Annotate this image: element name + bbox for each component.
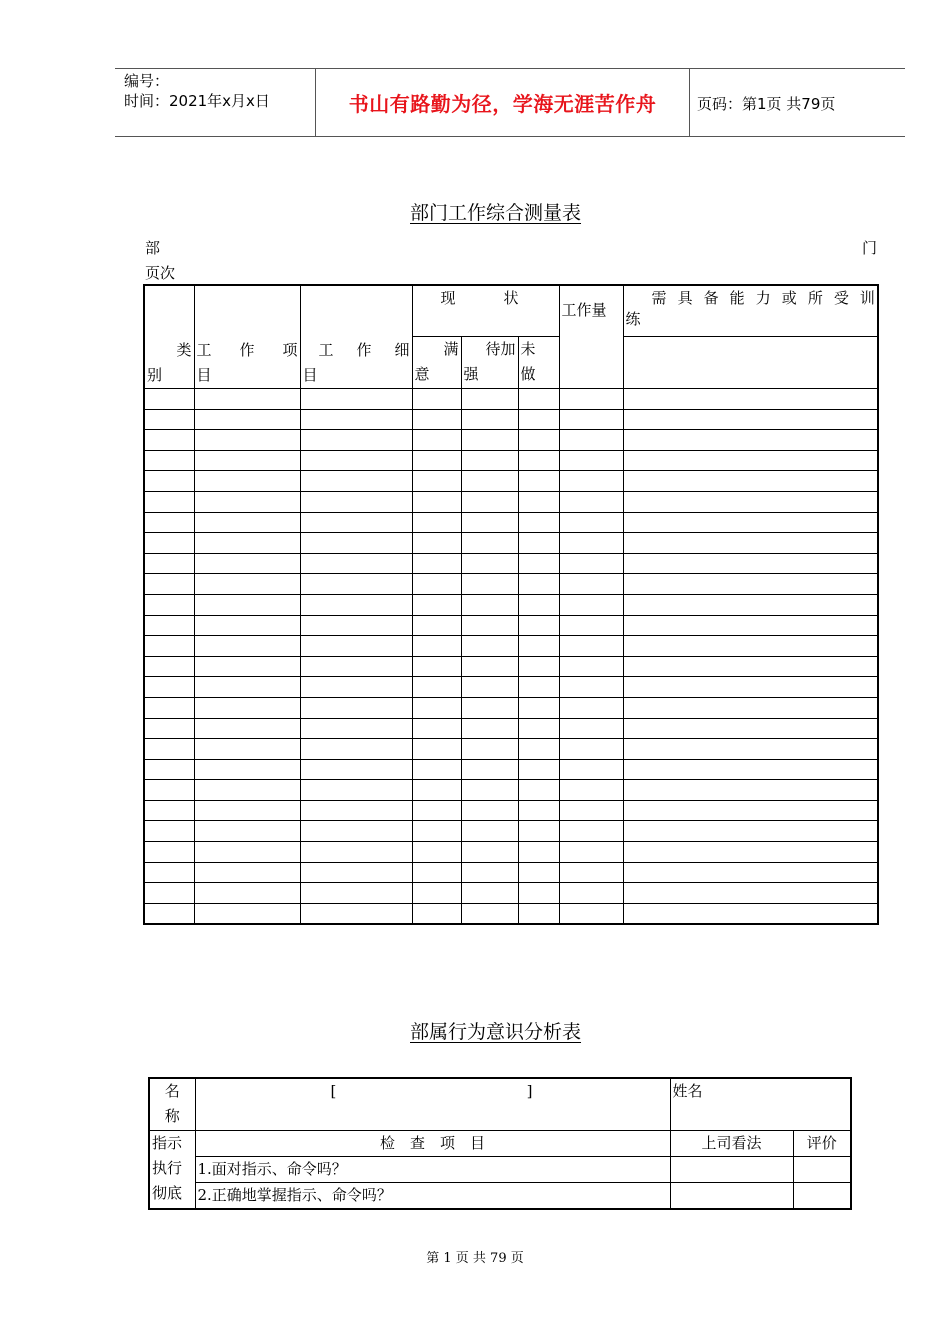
table-cell[interactable] — [461, 512, 518, 533]
table-cell[interactable] — [412, 533, 461, 554]
table-cell[interactable] — [194, 594, 300, 615]
table-cell[interactable] — [194, 512, 300, 533]
table-cell[interactable] — [412, 471, 461, 492]
page-label: 页码：第1页 共79页 — [697, 95, 836, 113]
table-cell[interactable] — [559, 842, 623, 863]
table-cell[interactable] — [461, 533, 518, 554]
table-cell[interactable] — [144, 389, 194, 410]
table-cell[interactable] — [194, 533, 300, 554]
table-cell[interactable] — [559, 697, 623, 718]
header-top-rule — [115, 68, 905, 69]
table-cell[interactable] — [518, 903, 559, 924]
needs-header-text: 需 具 备 能 力 或 所 受 训 练 — [625, 289, 875, 328]
table-row — [144, 862, 878, 883]
table-cell[interactable] — [144, 883, 194, 904]
table-row — [144, 409, 878, 430]
table-cell[interactable] — [518, 677, 559, 698]
work-detail-header-line1: 工 作 细 — [318, 341, 410, 359]
table-cell[interactable] — [559, 821, 623, 842]
table-cell[interactable] — [412, 615, 461, 636]
table-cell[interactable] — [623, 656, 878, 677]
check-header: 检 查 项 目 — [195, 1130, 670, 1156]
table-cell[interactable] — [559, 389, 623, 410]
bracket-close: ] — [526, 1082, 533, 1100]
table-cell[interactable] — [194, 430, 300, 451]
category-header — [144, 285, 194, 389]
rating-header: 评价 — [793, 1130, 851, 1156]
table-cell[interactable] — [559, 780, 623, 801]
table-cell[interactable] — [194, 471, 300, 492]
table-cell[interactable] — [194, 903, 300, 924]
table-cell[interactable] — [144, 821, 194, 842]
table-cell[interactable] — [461, 903, 518, 924]
table-cell[interactable] — [144, 800, 194, 821]
work-item-header-line1: 工 作 项 — [196, 341, 298, 359]
dept-label-right: 门 — [862, 239, 878, 257]
table-cell[interactable] — [144, 430, 194, 451]
boss-opinion-1[interactable] — [670, 1156, 793, 1182]
table-cell[interactable] — [194, 553, 300, 574]
table-cell[interactable] — [461, 677, 518, 698]
table-cell[interactable] — [300, 389, 412, 410]
motto: 书山有路勤为径，学海无涯苦作舟 — [348, 92, 657, 116]
rating-2[interactable] — [793, 1182, 851, 1209]
table-cell[interactable] — [300, 409, 412, 430]
check-item-2: 2.正确地掌握指示、命令吗？ — [195, 1182, 670, 1209]
table-cell[interactable] — [144, 594, 194, 615]
table-row — [144, 718, 878, 739]
table-cell[interactable] — [412, 409, 461, 430]
table-cell[interactable] — [194, 656, 300, 677]
table-cell[interactable] — [461, 553, 518, 574]
table-row — [144, 739, 878, 760]
table-cell[interactable] — [194, 883, 300, 904]
table-cell[interactable] — [300, 759, 412, 780]
table-cell[interactable] — [623, 389, 878, 410]
table-cell[interactable] — [461, 615, 518, 636]
table-cell[interactable] — [461, 656, 518, 677]
person-name-label: 姓名 — [672, 1082, 703, 1100]
table-cell[interactable] — [412, 903, 461, 924]
table-cell[interactable] — [300, 615, 412, 636]
table-cell[interactable] — [559, 800, 623, 821]
not-done-header: 未 做 — [518, 336, 559, 388]
table-row — [144, 471, 878, 492]
table-cell[interactable] — [518, 656, 559, 677]
table-cell[interactable] — [518, 883, 559, 904]
table-cell[interactable] — [194, 718, 300, 739]
table-cell[interactable] — [194, 697, 300, 718]
table-cell[interactable] — [412, 491, 461, 512]
table-cell[interactable] — [518, 842, 559, 863]
table-cell[interactable] — [623, 409, 878, 430]
table-cell[interactable] — [559, 739, 623, 760]
table-cell[interactable] — [559, 656, 623, 677]
table-cell[interactable] — [623, 533, 878, 554]
table-cell[interactable] — [623, 471, 878, 492]
table-cell[interactable] — [194, 491, 300, 512]
table-cell[interactable] — [518, 533, 559, 554]
table-cell[interactable] — [461, 389, 518, 410]
status-header-char2: 状 — [503, 289, 519, 307]
workload-header — [559, 285, 623, 389]
table-cell[interactable] — [300, 533, 412, 554]
table-cell[interactable] — [461, 471, 518, 492]
table-cell[interactable] — [518, 636, 559, 657]
table-row — [144, 821, 878, 842]
name-value-cell[interactable] — [195, 1078, 670, 1130]
table-cell[interactable] — [144, 636, 194, 657]
name-label-char1: 名 — [164, 1082, 180, 1100]
table-cell[interactable] — [623, 491, 878, 512]
table-cell[interactable] — [623, 883, 878, 904]
behavior-analysis-table — [148, 1077, 852, 1210]
table-cell[interactable] — [623, 594, 878, 615]
table-row — [144, 697, 878, 718]
boss-opinion-header: 上司看法 — [670, 1130, 793, 1156]
section-label-line3: 彻底 — [152, 1183, 183, 1202]
table-row — [144, 800, 878, 821]
table-cell[interactable] — [518, 430, 559, 451]
table-cell[interactable] — [412, 430, 461, 451]
table-cell[interactable] — [559, 553, 623, 574]
table-cell[interactable] — [518, 491, 559, 512]
table-cell[interactable] — [412, 759, 461, 780]
table-cell[interactable] — [461, 574, 518, 595]
table-cell[interactable] — [144, 780, 194, 801]
table-cell[interactable] — [194, 800, 300, 821]
table-cell[interactable] — [412, 636, 461, 657]
table-cell[interactable] — [559, 533, 623, 554]
table-cell[interactable] — [144, 718, 194, 739]
table-cell[interactable] — [518, 450, 559, 471]
page-count-label: 页次 — [145, 264, 176, 282]
table-cell[interactable] — [623, 903, 878, 924]
work-measurement-table — [143, 284, 879, 925]
table-cell[interactable] — [300, 903, 412, 924]
table-row — [144, 656, 878, 677]
table-row — [144, 780, 878, 801]
table-cell[interactable] — [461, 491, 518, 512]
header-bottom-rule — [115, 136, 905, 137]
table-cell[interactable] — [144, 697, 194, 718]
table-cell[interactable] — [461, 821, 518, 842]
table-cell[interactable] — [623, 739, 878, 760]
table-cell[interactable] — [518, 471, 559, 492]
work-detail-header-line2: 目 — [302, 366, 318, 384]
name-label-char2: 称 — [164, 1107, 180, 1125]
table-row — [144, 491, 878, 512]
table-cell[interactable] — [559, 862, 623, 883]
table-cell[interactable] — [300, 697, 412, 718]
table-cell[interactable] — [461, 430, 518, 451]
table-row — [144, 533, 878, 554]
section-label-line1: 指示 — [152, 1133, 183, 1152]
table-cell[interactable] — [412, 718, 461, 739]
name-label-cell — [149, 1078, 195, 1130]
table-row — [144, 389, 878, 410]
work-item-header-line2: 目 — [196, 366, 212, 384]
table-cell[interactable] — [559, 409, 623, 430]
table-cell[interactable] — [144, 739, 194, 760]
table-cell[interactable] — [518, 615, 559, 636]
table-cell[interactable] — [194, 862, 300, 883]
table-cell[interactable] — [144, 409, 194, 430]
table-cell[interactable] — [623, 718, 878, 739]
status-header-char1: 现 — [440, 289, 456, 307]
table-cell[interactable] — [623, 842, 878, 863]
table-row — [144, 677, 878, 698]
needs-header — [623, 285, 878, 336]
table-cell[interactable] — [144, 471, 194, 492]
table-cell[interactable] — [300, 718, 412, 739]
table-cell[interactable] — [559, 677, 623, 698]
table-cell[interactable] — [559, 594, 623, 615]
table-row — [144, 553, 878, 574]
table-row — [144, 883, 878, 904]
table-cell[interactable] — [300, 636, 412, 657]
table-cell[interactable] — [144, 903, 194, 924]
rating-1[interactable] — [793, 1156, 851, 1182]
header-divider-right — [689, 69, 690, 136]
table-cell[interactable] — [518, 718, 559, 739]
table-cell[interactable] — [194, 636, 300, 657]
dept-label-left: 部 — [145, 239, 161, 257]
table-cell[interactable] — [300, 800, 412, 821]
table-cell[interactable] — [300, 594, 412, 615]
table-cell[interactable] — [412, 594, 461, 615]
table-cell[interactable] — [623, 821, 878, 842]
table-cell[interactable] — [461, 739, 518, 760]
table-cell[interactable] — [144, 491, 194, 512]
table-cell[interactable] — [461, 780, 518, 801]
category-header-char1: 类 — [176, 341, 192, 359]
table-cell[interactable] — [194, 677, 300, 698]
table-cell[interactable] — [461, 697, 518, 718]
table-cell[interactable] — [559, 491, 623, 512]
table-cell[interactable] — [412, 656, 461, 677]
table-cell[interactable] — [300, 512, 412, 533]
table-cell[interactable] — [559, 471, 623, 492]
table-cell[interactable] — [559, 718, 623, 739]
table-cell[interactable] — [518, 697, 559, 718]
work-item-header — [194, 285, 300, 389]
table-cell[interactable] — [412, 450, 461, 471]
table-cell[interactable] — [461, 636, 518, 657]
table-cell[interactable] — [300, 677, 412, 698]
table1-title: 部门工作综合测量表 — [410, 202, 582, 224]
table-cell[interactable] — [559, 903, 623, 924]
table-cell[interactable] — [194, 780, 300, 801]
table-cell[interactable] — [559, 759, 623, 780]
table-cell[interactable] — [518, 780, 559, 801]
table-row — [144, 430, 878, 451]
table-cell[interactable] — [461, 883, 518, 904]
table-cell[interactable] — [144, 862, 194, 883]
table-cell[interactable] — [194, 821, 300, 842]
table-cell[interactable] — [623, 636, 878, 657]
table-cell[interactable] — [300, 471, 412, 492]
table-cell[interactable] — [461, 842, 518, 863]
table-cell[interactable] — [559, 574, 623, 595]
table-cell[interactable] — [559, 636, 623, 657]
table-cell[interactable] — [518, 739, 559, 760]
table-cell[interactable] — [300, 656, 412, 677]
table-row — [144, 636, 878, 657]
table-cell[interactable] — [412, 800, 461, 821]
table-cell[interactable] — [461, 862, 518, 883]
table-cell[interactable] — [518, 800, 559, 821]
table-cell[interactable] — [144, 450, 194, 471]
table-cell[interactable] — [144, 512, 194, 533]
table-cell[interactable] — [144, 656, 194, 677]
work-table-body — [144, 389, 878, 925]
table-cell[interactable] — [461, 718, 518, 739]
table-cell[interactable] — [412, 389, 461, 410]
table-cell[interactable] — [194, 615, 300, 636]
table-cell[interactable] — [518, 821, 559, 842]
needs-subheader-blank — [623, 336, 878, 388]
boss-opinion-2[interactable] — [670, 1182, 793, 1209]
table-cell[interactable] — [623, 430, 878, 451]
table-cell[interactable] — [461, 594, 518, 615]
table-cell[interactable] — [623, 512, 878, 533]
table-cell[interactable] — [461, 800, 518, 821]
table-cell[interactable] — [144, 759, 194, 780]
table-row — [144, 615, 878, 636]
table-cell[interactable] — [300, 780, 412, 801]
bracket-open: [ — [330, 1082, 337, 1100]
table-row — [144, 450, 878, 471]
table-cell[interactable] — [300, 450, 412, 471]
table-cell[interactable] — [518, 409, 559, 430]
table-cell[interactable] — [412, 842, 461, 863]
table-cell[interactable] — [412, 739, 461, 760]
table-cell[interactable] — [623, 800, 878, 821]
table-cell[interactable] — [412, 553, 461, 574]
table-cell[interactable] — [518, 759, 559, 780]
table-cell[interactable] — [623, 697, 878, 718]
table-cell[interactable] — [518, 553, 559, 574]
to-improve-header: 待加 强 — [461, 336, 518, 388]
table-cell[interactable] — [300, 883, 412, 904]
table-cell[interactable] — [559, 430, 623, 451]
work-detail-header — [300, 285, 412, 389]
table-cell[interactable] — [412, 883, 461, 904]
table-cell[interactable] — [623, 574, 878, 595]
table-cell[interactable] — [194, 842, 300, 863]
table-cell[interactable] — [623, 862, 878, 883]
table-cell[interactable] — [300, 553, 412, 574]
table-cell[interactable] — [194, 409, 300, 430]
table-cell[interactable] — [412, 821, 461, 842]
table-cell[interactable] — [300, 430, 412, 451]
table-cell[interactable] — [300, 491, 412, 512]
table-cell[interactable] — [194, 574, 300, 595]
table-row — [144, 512, 878, 533]
table-cell[interactable] — [518, 512, 559, 533]
table-cell[interactable] — [461, 409, 518, 430]
table-cell[interactable] — [559, 512, 623, 533]
table-cell[interactable] — [559, 883, 623, 904]
table-cell[interactable] — [300, 842, 412, 863]
section-label-cell — [149, 1130, 195, 1209]
table-cell[interactable] — [559, 450, 623, 471]
table-cell[interactable] — [300, 821, 412, 842]
table-cell[interactable] — [412, 512, 461, 533]
table-cell[interactable] — [518, 574, 559, 595]
table-cell[interactable] — [518, 594, 559, 615]
table-cell[interactable] — [623, 759, 878, 780]
table-row — [144, 842, 878, 863]
table-cell[interactable] — [194, 759, 300, 780]
table2-title: 部属行为意识分析表 — [410, 1021, 582, 1043]
table-cell[interactable] — [518, 389, 559, 410]
table-cell[interactable] — [623, 553, 878, 574]
table-cell[interactable] — [412, 697, 461, 718]
table-cell[interactable] — [194, 739, 300, 760]
table-cell[interactable] — [623, 780, 878, 801]
page-footer: 第 1 页 共 79 页 — [426, 1251, 524, 1266]
table-cell[interactable] — [623, 450, 878, 471]
table-cell[interactable] — [412, 780, 461, 801]
table-cell[interactable] — [300, 862, 412, 883]
table-cell[interactable] — [518, 862, 559, 883]
table-cell[interactable] — [412, 677, 461, 698]
table-row — [144, 574, 878, 595]
status-header — [412, 285, 559, 336]
table-cell[interactable] — [194, 389, 300, 410]
table-cell[interactable] — [461, 450, 518, 471]
category-header-char2: 别 — [147, 366, 163, 384]
section-label-line2: 执行 — [152, 1158, 183, 1177]
table-cell[interactable] — [194, 450, 300, 471]
table-row — [144, 594, 878, 615]
satisfied-header: 满 意 — [412, 336, 461, 388]
table-cell[interactable] — [144, 574, 194, 595]
table-cell[interactable] — [412, 574, 461, 595]
table-cell[interactable] — [623, 615, 878, 636]
table-cell[interactable] — [144, 677, 194, 698]
table-cell[interactable] — [300, 574, 412, 595]
table-cell[interactable] — [461, 759, 518, 780]
table-cell[interactable] — [412, 862, 461, 883]
table-cell[interactable] — [144, 533, 194, 554]
person-name-cell[interactable] — [670, 1078, 851, 1130]
check-item-1: 1.面对指示、命令吗？ — [195, 1156, 670, 1182]
table-cell[interactable] — [144, 842, 194, 863]
table-row — [144, 903, 878, 924]
workload-header-text: 工作量 — [561, 301, 607, 319]
table-cell[interactable] — [144, 615, 194, 636]
table-cell[interactable] — [559, 615, 623, 636]
table-row — [144, 759, 878, 780]
table-cell[interactable] — [300, 739, 412, 760]
table-cell[interactable] — [623, 677, 878, 698]
table-cell[interactable] — [144, 553, 194, 574]
time-label: 时间：2021年x月x日 — [124, 92, 270, 110]
code-label: 编号： — [124, 72, 170, 90]
